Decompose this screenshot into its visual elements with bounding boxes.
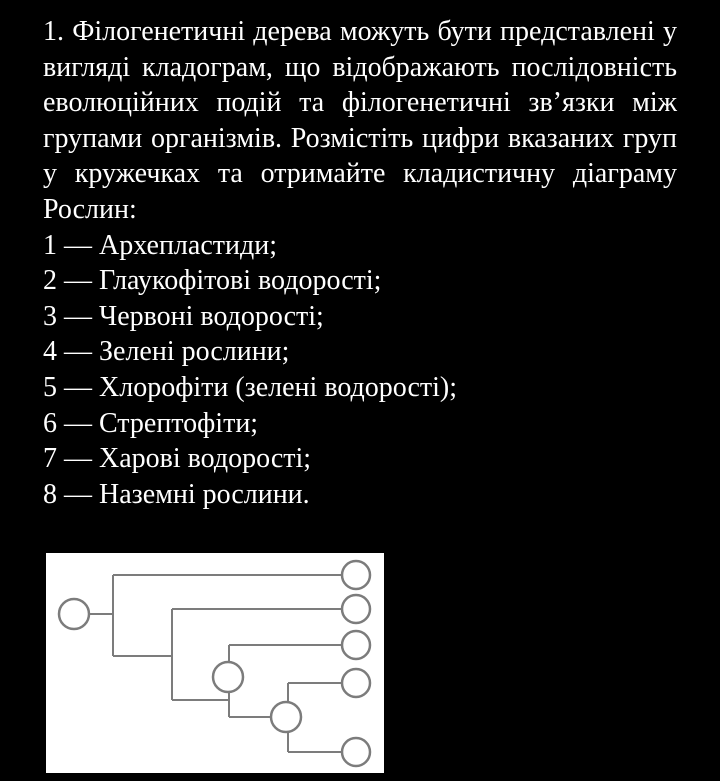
task-intro: 1. Філогенетичні дерева можуть бути представлені у вигляді кладограм, що відображають послідовність еволюційних подій та філогенетичні зв’язки між групами організмів. Розмістіть цифри вказаних груп у кружечках та отримайте кладистичну діаграму Рослин: bbox=[43, 16, 677, 225]
cladogram-svg bbox=[46, 553, 384, 773]
group-list bbox=[43, 228, 677, 513]
task-block bbox=[43, 14, 677, 512]
group-item-5: 5 — Хлорофіти (зелені водорості); bbox=[43, 371, 458, 403]
group-item-7: 7 — Харові водорості; bbox=[43, 443, 312, 475]
circle-slot-3 bbox=[342, 595, 370, 623]
circle-slot-7 bbox=[271, 702, 301, 732]
cladogram-diagram bbox=[46, 553, 384, 773]
group-item-3: 3 — Червоні водорості; bbox=[43, 300, 324, 332]
group-item-4: 4 — Зелені рослини; bbox=[43, 336, 290, 368]
circle-slot-2 bbox=[342, 561, 370, 589]
circle-slot-1 bbox=[59, 599, 89, 629]
group-item-2: 2 — Глаукофітові водорості; bbox=[43, 265, 382, 297]
circle-slot-8 bbox=[342, 738, 370, 766]
group-item-1: 1 — Архепластиди; bbox=[43, 229, 277, 261]
group-item-8: 8 — Наземні рослини. bbox=[43, 478, 310, 510]
circle-slot-6 bbox=[213, 662, 243, 692]
circle-slot-4 bbox=[342, 631, 370, 659]
group-item-6: 6 — Стрептофіти; bbox=[43, 407, 259, 439]
circle-slot-5 bbox=[342, 669, 370, 697]
